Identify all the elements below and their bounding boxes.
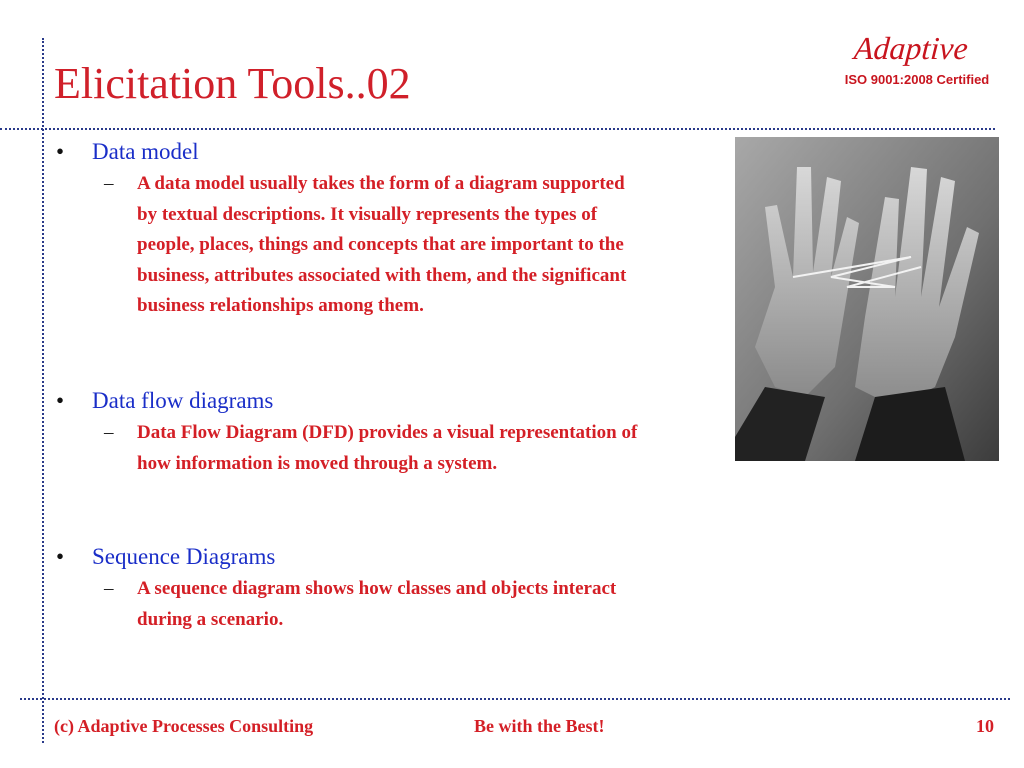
footer-tagline: Be with the Best! [474, 716, 605, 736]
dash-marker: – [104, 173, 114, 194]
footer-copyright: (c) Adaptive Processes Consulting [54, 716, 314, 736]
bullet-marker: • [56, 139, 65, 164]
slide-title: Elicitation Tools..02 [54, 59, 411, 108]
bullet-marker: • [56, 388, 65, 413]
bullet-data-flow-diagrams [56, 386, 273, 416]
company-logo [806, 32, 1006, 87]
bullet-heading: Sequence Diagrams [92, 544, 276, 569]
sub-bullet-text: Data Flow Diagram (DFD) provides a visual representation of how information is moved through a system. [137, 422, 638, 474]
sub-bullet-data-model [104, 169, 644, 322]
bullet-marker: • [56, 544, 65, 569]
header-divider [0, 128, 995, 130]
logo-brand: Adaptive [852, 30, 970, 66]
bullet-sequence-diagrams [56, 542, 275, 572]
sub-bullet-dfd [104, 418, 644, 479]
dash-marker: – [104, 578, 114, 599]
sub-bullet-text: A data model usually takes the form of a diagram supported by textual descriptions. It visually represents the types of people, places, things and concepts that are important to the business, attributes associated with them, and the significant business relationships among them. [137, 173, 627, 316]
bullet-heading: Data model [92, 139, 199, 164]
page-number: 10 [976, 716, 994, 736]
hands-with-string-photo [735, 137, 999, 461]
dash-marker: – [104, 422, 114, 443]
sub-bullet-sequence [104, 574, 644, 635]
sub-bullet-text: A sequence diagram shows how classes and objects interact during a scenario. [137, 578, 617, 630]
footer-divider [20, 698, 1010, 700]
bullet-data-model [56, 137, 199, 167]
logo-certification: ISO 9001:2008 Certified [844, 72, 990, 87]
bullet-heading: Data flow diagrams [92, 388, 274, 413]
vertical-divider [42, 38, 44, 743]
